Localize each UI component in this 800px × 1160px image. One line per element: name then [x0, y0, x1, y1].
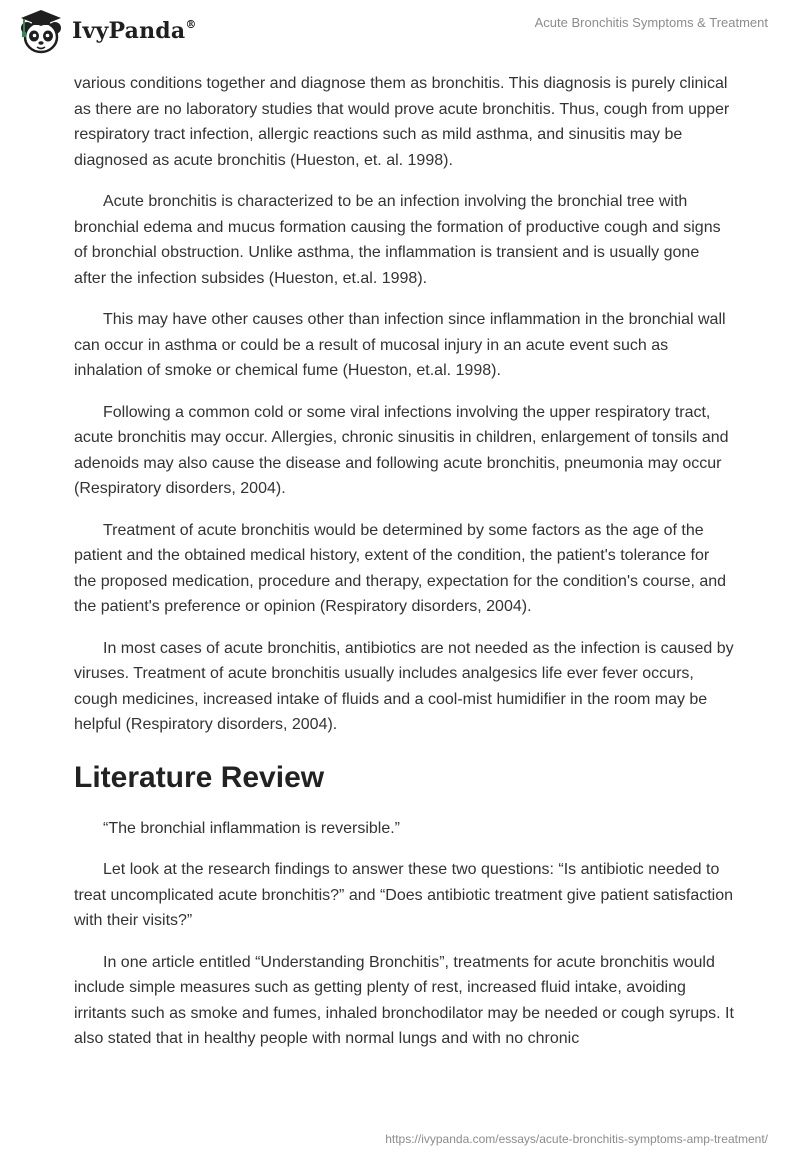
article-body	[74, 71, 734, 1068]
paragraph: Treatment of acute bronchitis would be determined by some factors as the age of the patient and the obtained medical history, extent of the condition, the patient's tolerance for the proposed medication, procedure and therapy, expectation for the condition's course, and the patient's preference or opinion (Respiratory disorders, 2004).	[74, 521, 727, 615]
section-heading: Literature Review	[74, 760, 325, 794]
paragraph: Following a common cold or some viral infections involving the upper respiratory tract, acute bronchitis may occur. Allergies, chronic sinusitis in children, enlargement of tonsils and adenoids may also cause the disease and following acute bronchitis, pneumonia may occur (Respiratory disorders, 2004).	[74, 403, 729, 497]
paragraph: This may have other causes other than infection since inflammation in the bronchial wall can occur in asthma or could be a result of mucosal injury in an acute event such as inhalation of smoke or chemical fume (Hueston, et.al. 1998).	[74, 311, 726, 379]
source-url[interactable]: https://ivypanda.com/essays/acute-bronchitis-symptoms-amp-treatment/	[385, 1132, 768, 1146]
paragraph: In one article entitled “Understanding Bronchitis”, treatments for acute bronchitis would include simple measures such as getting plenty of rest, increased fluid intake, avoiding irritants such as smoke and fumes, inhaled bronchodilator may be needed or cough syrups. It also stated that in healthy people with normal lungs and with no chronic	[74, 953, 734, 1047]
paragraph: Acute bronchitis is characterized to be an infection involving the bronchial tree with bronchial edema and mucus formation causing the formation of productive cough and signs of bronchial obstruction. Unlike asthma, the inflammation is transient and is usually gone after the infection subsides (Hueston, et.al. 1998).	[74, 193, 721, 287]
paragraph: various conditions together and diagnose them as bronchitis. This diagnosis is purely clinical as there are no laboratory studies that would prove acute bronchitis. Thus, cough from upper respiratory tract infection, allergic reactions such as mild asthma, and sinusitis may be diagnosed as acute bronchitis (Hueston, et. al. 1998).	[74, 75, 730, 169]
paragraph: “The bronchial inflammation is reversible.”	[103, 819, 400, 837]
logo[interactable]	[16, 8, 197, 54]
page-header	[0, 0, 800, 70]
panda-graduate-icon	[16, 8, 66, 54]
brand-name: IvyPanda®	[72, 17, 197, 44]
paragraph: Let look at the research findings to answer these two questions: “Is antibiotic needed to treat uncomplicated acute bronchitis?” and “Does antibiotic treatment give patient satisfaction with their visits?”	[74, 861, 734, 929]
document-title: Acute Bronchitis Symptoms & Treatment	[534, 15, 768, 30]
paragraph: In most cases of acute bronchitis, antibiotics are not needed as the infection is caused by viruses. Treatment of acute bronchitis usually includes analgesics life ever fever occurs, cough medicines, increased intake of fluids and a cool-mist humidifier in the room may be helpful (Respiratory disorders, 2004).	[74, 639, 734, 733]
